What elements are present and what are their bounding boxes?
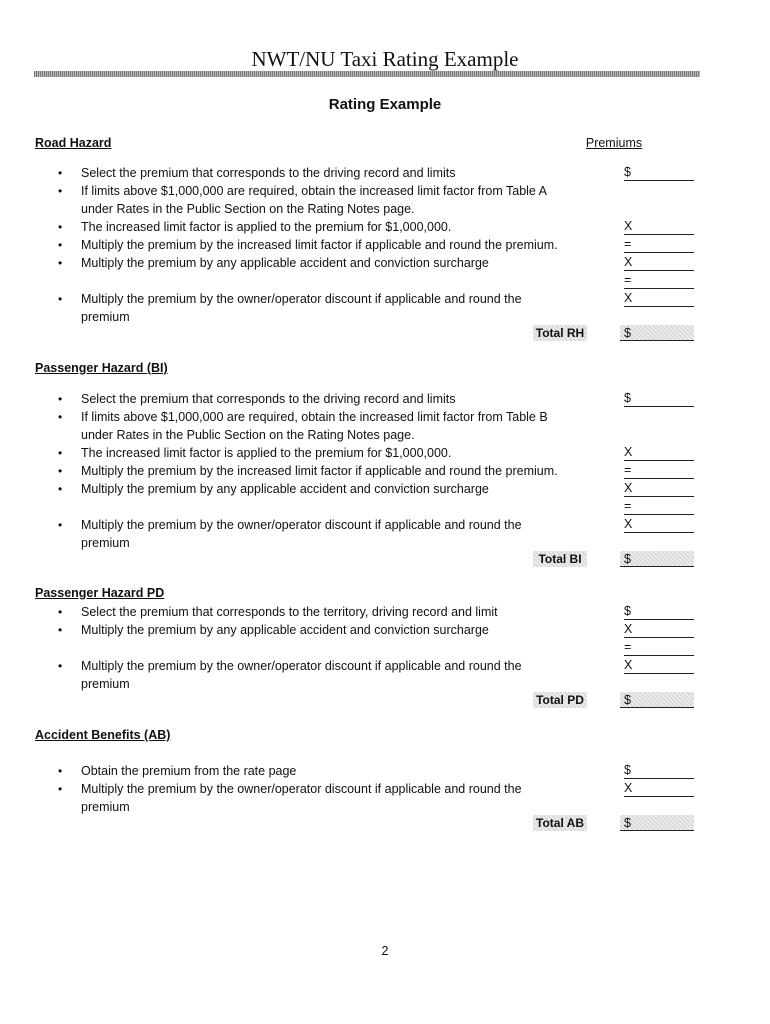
section-heading-passenger-hazard-bi: Passenger Hazard (BI)	[35, 361, 168, 375]
bullet-icon: •	[58, 659, 63, 673]
instruction-line-continued: premium	[81, 677, 130, 691]
premium-field[interactable]: $	[624, 164, 694, 181]
multiplier-field[interactable]: X	[624, 780, 694, 797]
result-field[interactable]: =	[624, 272, 694, 289]
total-bi-field[interactable]: $	[620, 551, 694, 567]
result-field[interactable]: =	[624, 236, 694, 253]
instruction-line: Multiply the premium by the owner/operator discount if applicable and round the	[81, 518, 522, 532]
multiplier-field[interactable]: X	[624, 480, 694, 497]
instruction-line: If limits above $1,000,000 are required, obtain the increased limit factor from Table A	[81, 184, 547, 198]
bullet-icon: •	[58, 782, 63, 796]
multiplier-field[interactable]: X	[624, 516, 694, 533]
instruction-line: Multiply the premium by the owner/operator discount if applicable and round the	[81, 659, 522, 673]
total-pd-field[interactable]: $	[620, 692, 694, 708]
page-subtitle: Rating Example	[328, 96, 442, 113]
instruction-line-continued: premium	[81, 310, 130, 324]
total-ab-field[interactable]: $	[620, 815, 694, 831]
bullet-icon: •	[58, 238, 63, 252]
multiplier-field[interactable]: X	[624, 657, 694, 674]
instruction-line: Multiply the premium by the increased limit factor if applicable and round the premium.	[81, 238, 558, 252]
multiplier-field[interactable]: X	[624, 290, 694, 307]
premium-field[interactable]: $	[624, 603, 694, 620]
bullet-icon: •	[58, 184, 63, 198]
instruction-line: Select the premium that corresponds to the driving record and limits	[81, 392, 456, 406]
section-heading-passenger-hazard-pd: Passenger Hazard PD	[35, 586, 165, 600]
premium-field[interactable]: $	[624, 390, 694, 407]
instruction-line-continued: under Rates in the Public Section on the Rating Notes page.	[81, 202, 415, 216]
premiums-column-header: Premiums	[585, 136, 643, 150]
instruction-line: The increased limit factor is applied to the premium for $1,000,000.	[81, 446, 452, 460]
premium-field[interactable]: $	[624, 762, 694, 779]
instruction-line: Multiply the premium by any applicable accident and conviction surcharge	[81, 256, 489, 270]
bullet-icon: •	[58, 256, 63, 270]
header-rule	[34, 71, 700, 77]
multiplier-field[interactable]: X	[624, 218, 694, 235]
bullet-icon: •	[58, 518, 63, 532]
total-bi-label: Total BI	[533, 551, 587, 567]
bullet-icon: •	[58, 292, 63, 306]
page-number: 2	[381, 944, 389, 958]
bullet-icon: •	[58, 410, 63, 424]
bullet-icon: •	[58, 392, 63, 406]
multiplier-field[interactable]: X	[624, 254, 694, 271]
bullet-icon: •	[58, 764, 63, 778]
multiplier-field[interactable]: X	[624, 621, 694, 638]
bullet-icon: •	[58, 166, 63, 180]
bullet-icon: •	[58, 464, 63, 478]
result-field[interactable]: =	[624, 498, 694, 515]
instruction-line-continued: premium	[81, 536, 130, 550]
instruction-line: Multiply the premium by any applicable accident and conviction surcharge	[81, 623, 489, 637]
section-heading-accident-benefits: Accident Benefits (AB)	[35, 728, 171, 742]
instruction-line: Select the premium that corresponds to the driving record and limits	[81, 166, 456, 180]
bullet-icon: •	[58, 623, 63, 637]
instruction-line: Obtain the premium from the rate page	[81, 764, 297, 778]
total-pd-label: Total PD	[533, 692, 587, 708]
instruction-line: Multiply the premium by any applicable accident and conviction surcharge	[81, 482, 489, 496]
instruction-line-continued: under Rates in the Public Section on the Rating Notes page.	[81, 428, 415, 442]
instruction-line: If limits above $1,000,000 are required, obtain the increased limit factor from Table B	[81, 410, 548, 424]
result-field[interactable]: =	[624, 462, 694, 479]
bullet-icon: •	[58, 446, 63, 460]
instruction-line: Multiply the premium by the increased limit factor if applicable and round the premium.	[81, 464, 558, 478]
instruction-line: Multiply the premium by the owner/operator discount if applicable and round the	[81, 292, 522, 306]
instruction-line: Multiply the premium by the owner/operator discount if applicable and round the	[81, 782, 522, 796]
bullet-icon: •	[58, 605, 63, 619]
bullet-icon: •	[58, 220, 63, 234]
section-heading-road-hazard: Road Hazard	[35, 136, 112, 150]
total-ab-label: Total AB	[533, 815, 587, 831]
bullet-icon: •	[58, 482, 63, 496]
page-header-title: NWT/NU Taxi Rating Example	[251, 47, 519, 71]
total-rh-field[interactable]: $	[620, 325, 694, 341]
result-field[interactable]: =	[624, 639, 694, 656]
instruction-line: Select the premium that corresponds to the territory, driving record and limit	[81, 605, 498, 619]
multiplier-field[interactable]: X	[624, 444, 694, 461]
instruction-line: The increased limit factor is applied to the premium for $1,000,000.	[81, 220, 452, 234]
instruction-line-continued: premium	[81, 800, 130, 814]
total-rh-label: Total RH	[533, 325, 587, 341]
